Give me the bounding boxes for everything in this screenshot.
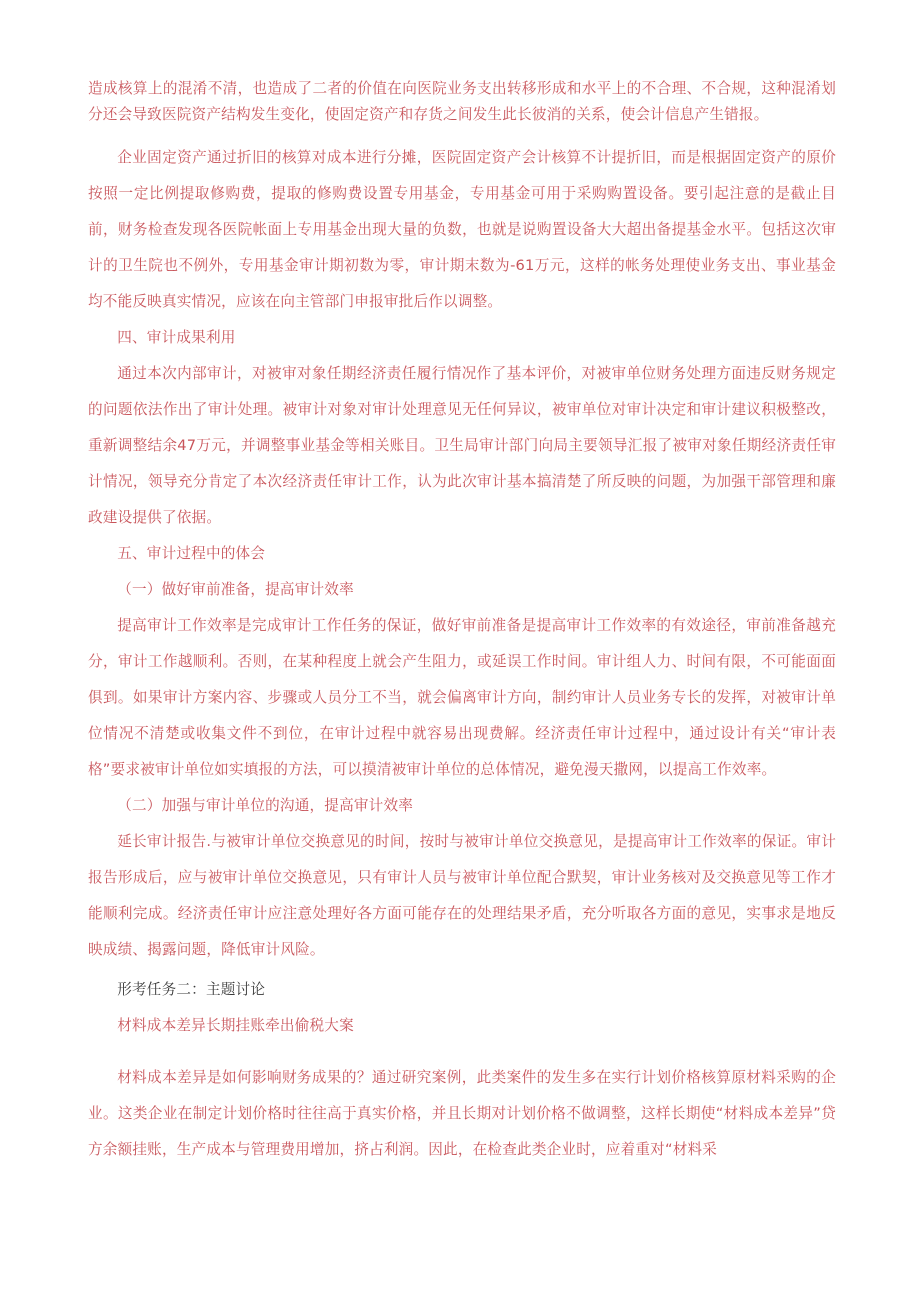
case-title: 材料成本差异长期挂账牵出偷税大案 [117, 1017, 354, 1034]
paragraph-fixed-assets: 企业固定资产通过折旧的核算对成本进行分摊，医院固定资产会计核算不计提折旧，而是根据固定资产的原价按照一定比例提取修购费，提取的修购费设置专用基金，专用基金可用于采购购置设备。要引起注意的是截止目前，财务检查发现各医院帐面上专用基金出现大量的负数，也就是说购置设备大大超出备提基金水平。包括这次审计的卫生院也不例外，专用基金审计期初数为零，审计期末数为-61万元，这样的帐务处理使业务支出、事业基金均不能反映真实情况，应该在向主管部门申报审批后作以调整。 [88, 149, 836, 310]
subsection-heading-2: （二）加强与审计单位的沟通，提高审计效率 [117, 797, 414, 814]
paragraph-preparation: 提高审计工作效率是完成审计工作任务的保证，做好审前准备是提高审计工作效率的有效途径，审前准备越充分，审计工作越顺利。否则，在某种程度上就会产生阻力，或延误工作时间。审计组人力、时间有限，不可能面面俱到。如果审计方案内容、步骤或人员分工不当，就会偏离审计方向，制约审计人员业务专长的发挥，对被审计单位情况不清楚或收集文件不到位，在审计过程中就容易出现费解。经济责任审计过程中，通过设计有关“审计表格”要求被审计单位如实填报的方法，可以摸清被审计单位的总体情况，避免漫天撒网，以提高工作效率。 [88, 617, 836, 778]
document-body [88, 76, 836, 1168]
section-heading-4: 四、审计成果利用 [117, 329, 236, 346]
section-heading-5: 五、审计过程中的体会 [117, 545, 266, 562]
paragraph-case: 材料成本差异是如何影响财务成果的？通过研究案例，此类案件的发生多在实行计划价格核算原材料采购的企业。这类企业在制定计划价格时往往高于真实价格，并且长期对计划价格不做调整，这样长期使“材料成本差异”贷方余额挂账，生产成本与管理费用增加，挤占利润。因此，在检查此类企业时，应着重对“材料采 [88, 1069, 836, 1158]
paragraph-audit-results: 通过本次内部审计，对被审对象任期经济责任履行情况作了基本评价，对被审单位财务处理方面违反财务规定的问题依法作出了审计处理。被审计对象对审计处理意见无任何异议，被审单位对审计决定和审计建议积极整改，重新调整结余47万元，并调整事业基金等相关账目。卫生局审计部门向局主要领导汇报了被审对象任期经济责任审计情况，领导充分肯定了本次经济责任审计工作，认为此次审计基本搞清楚了所反映的问题，为加强干部管理和廉政建设提供了依据。 [88, 365, 836, 526]
task-two-heading: 形考任务二：主题讨论 [117, 981, 266, 998]
subsection-heading-1: （一）做好审前准备，提高审计效率 [117, 581, 354, 598]
paragraph-communication: 延长审计报告.与被审计单位交换意见的时间，按时与被审计单位交换意见，是提高审计工作效率的保证。审计报告形成后，应与被审计单位交换意见，只有审计人员与被审计单位配合默契，审计业务核对及交换意见等工作才能顺利完成。经济责任审计应注意处理好各方面可能存在的处理结果矛盾，充分听取各方面的意见，实事求是地反映成绩、揭露问题，降低审计风险。 [88, 833, 836, 958]
paragraph-intro: 造成核算上的混淆不清，也造成了二者的价值在向医院业务支出转移形成和水平上的不合理、不合规，这种混淆划分还会导致医院资产结构发生变化，使固定资产和存货之间发生此长彼消的关系，使会计信息产生错报。 [88, 80, 836, 123]
